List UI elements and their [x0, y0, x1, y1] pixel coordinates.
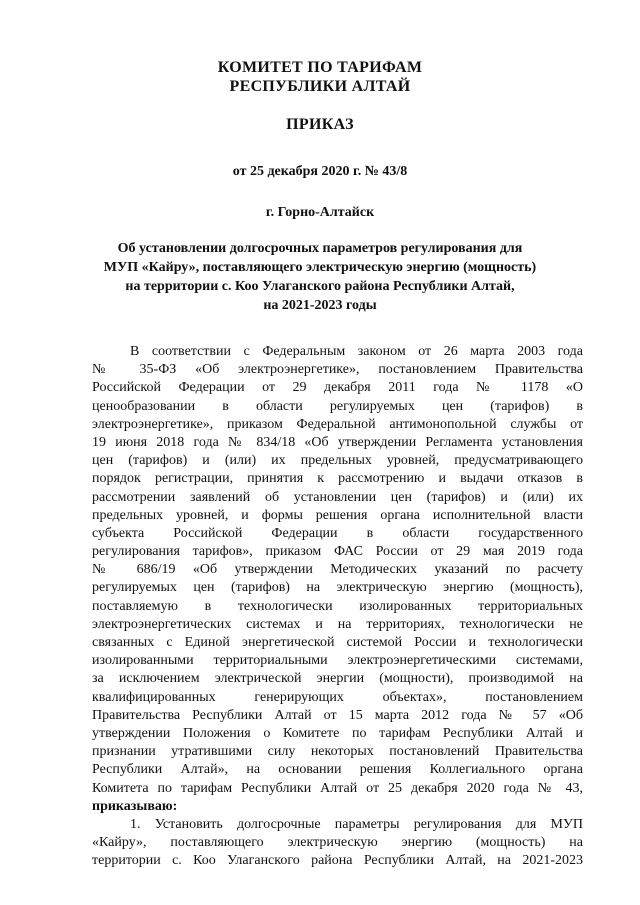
preamble-line: 19 июня 2018 года № 834/18 «Об утверждении Регламента установления — [92, 434, 583, 450]
preamble-line: № 35-ФЗ «Об электроэнергетике», постановлением Правительства — [92, 362, 583, 378]
preamble-line: ценообразовании в области регулируемых цен (тарифов) в — [92, 398, 583, 414]
preamble-line: изолированными территориальными электроэнергетическими системами, — [92, 653, 583, 669]
preamble-line: рассмотрении заявлений об установлении цен (тарифов) и (или) их — [92, 489, 583, 505]
item-1-line: 1. Установить долгосрочные параметры регулирования для МУП — [130, 816, 583, 832]
subject-line: на 2021-2023 годы — [263, 298, 377, 313]
preamble-line: субъекта Российской Федерации в области государственного — [92, 525, 583, 541]
document-type: ПРИКАЗ — [286, 116, 354, 133]
preamble-line: связанных с Единой энергетической системой России и технологически — [92, 635, 583, 650]
subject-line: на территории с. Коо Улаганского района Республики Алтай, — [125, 279, 515, 294]
preamble-line: электроэнергетике», приказом Федеральной антимонопольной службы от — [92, 416, 583, 432]
subject-line: Об установлении долгосрочных параметров регулирования для — [117, 241, 523, 256]
preamble-line: поставляемую в технологически изолированных территориальных — [92, 598, 583, 614]
preamble-line: квалифицированных генерирующих объектах», постановлением — [92, 689, 583, 705]
preamble-line: Республики Алтай», на основании решения Коллегиального органа — [92, 762, 583, 778]
preamble-line: Российской Федерации от 29 декабря 2011 года № 1178 «О — [92, 380, 583, 396]
preamble-line: регулируемых цен (тарифов) на электрическую энергию (мощность), — [92, 580, 583, 596]
preamble-line: регулирования тарифов», приказом ФАС России от 29 мая 2019 года — [92, 544, 583, 560]
preamble-line: № 686/19 «Об утверждении Методических указаний по расчету — [92, 562, 583, 578]
organization-line-1: КОМИТЕТ ПО ТАРИФАМ — [217, 59, 423, 76]
preamble-line: за исключением электрической энергии (мощности), производимой на — [92, 671, 583, 687]
preamble-line: Правительства Республики Алтай от 15 марта 2012 года № 57 «Об — [92, 707, 583, 723]
preamble-line: электроэнергетических системах и на территориях, технологически не — [92, 616, 583, 632]
order-body — [92, 343, 583, 870]
preamble-line: Комитета по тарифам Республики Алтай от 25 декабря 2020 года № 43, — [92, 780, 583, 796]
preamble-line: утверждении Положения о Комитете по тарифам Республики Алтай и — [92, 725, 583, 741]
preamble-line: признании утратившими силу некоторых постановлений Правительства — [92, 744, 583, 760]
order-subject — [80, 239, 560, 315]
preamble-line: порядок регистрации, принятия к рассмотрению и выдачи отказов в — [92, 471, 583, 487]
order-word: приказываю: — [92, 798, 178, 814]
subject-line: МУП «Кайру», поставляющего электрическую энергию (мощность) — [103, 260, 537, 275]
order-date-number: от 25 декабря 2020 г. № 43/8 — [232, 164, 408, 179]
item-1-line: «Кайру», поставляющего электрическую энергию (мощность) на — [92, 835, 583, 851]
city: г. Горно-Алтайск — [265, 205, 375, 220]
preamble-line: цен (тарифов) и (или) их предельных уровней, предусматривающего — [92, 453, 583, 469]
organization-line-2: РЕСПУБЛИКИ АЛТАЙ — [229, 78, 411, 95]
preamble-line: В соответствии с Федеральным законом от 26 марта 2003 года — [130, 344, 583, 359]
preamble-line: предельных уровней, и формы решения органа исполнительной власти — [92, 507, 583, 523]
organization-name — [0, 58, 640, 96]
item-1-line: территории с. Коо Улаганского района Республики Алтай, на 2021-2023 — [92, 853, 583, 869]
